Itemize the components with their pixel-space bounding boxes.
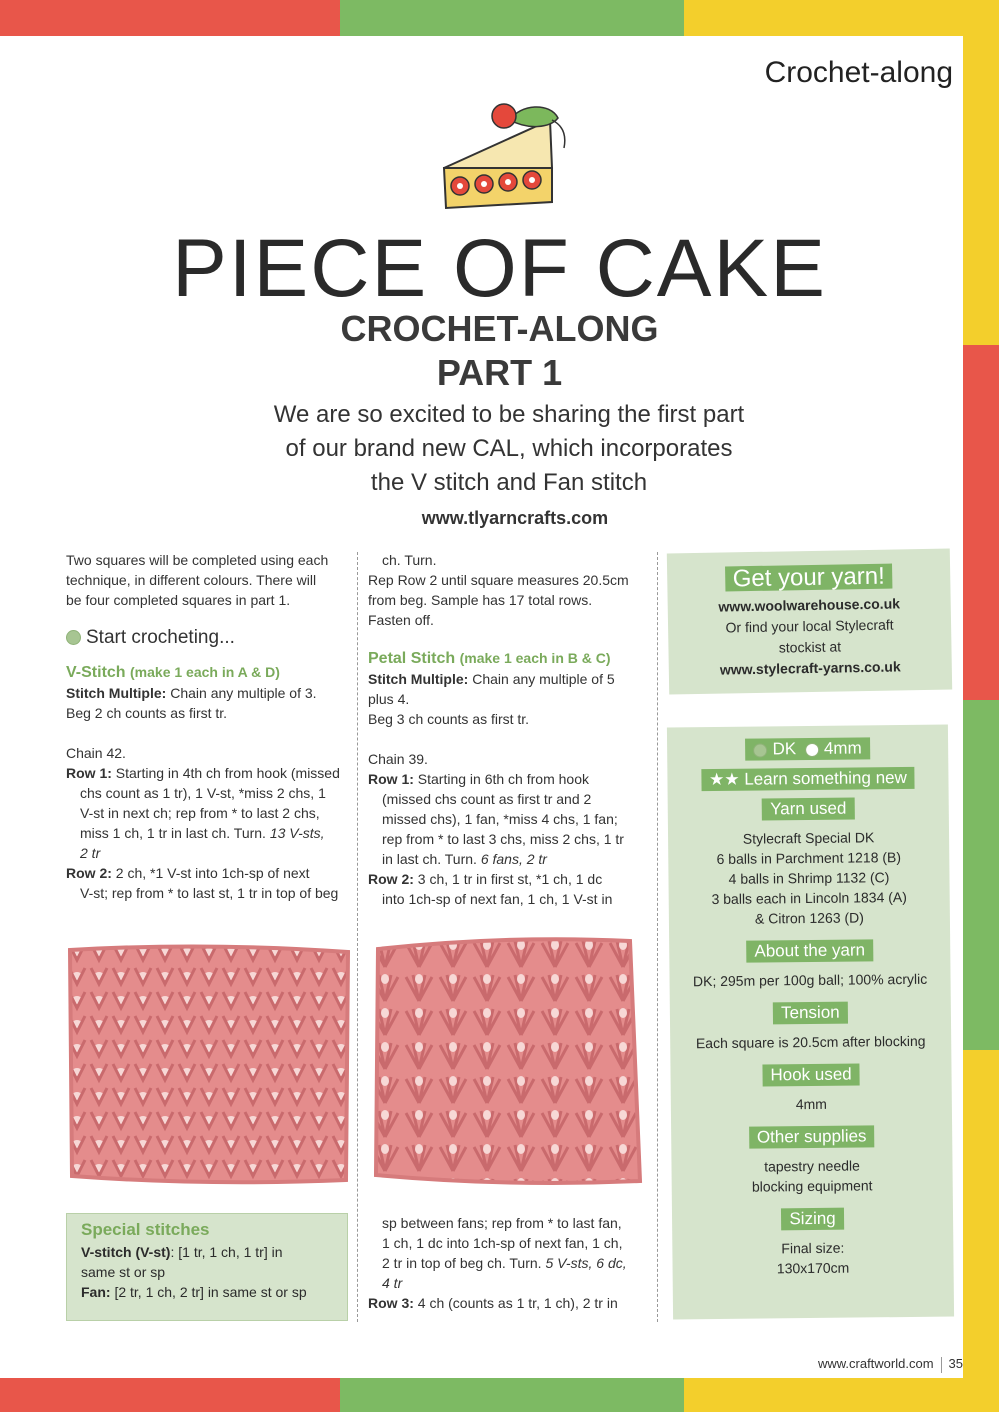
- row-text: 1 ch, 1 dc into 1ch-sp of next fan, 1 ch,: [382, 1235, 623, 1251]
- learn-badge: ★★ Learn something new: [701, 767, 915, 791]
- middle-column-bottom: [368, 1213, 656, 1313]
- text-line: 3 balls each in Lincoln 1834 (A): [711, 888, 907, 908]
- row-text: (missed chs count as first tr and 2: [382, 791, 592, 807]
- start-heading-text: Start crocheting...: [86, 627, 235, 648]
- text-line: Stylecraft Special DK: [742, 829, 875, 847]
- row-text: 4 ch (counts as 1 tr, 1 ch), 2 tr in: [417, 1295, 618, 1311]
- subtitle-line-2: PART 1: [436, 352, 563, 393]
- text-line: Fasten off.: [368, 612, 434, 628]
- text-line: Rep Row 2 until square measures 20.5cm: [368, 572, 629, 588]
- column-divider: [657, 552, 658, 1322]
- woolwarehouse-link[interactable]: www.woolwarehouse.co.uk: [718, 595, 901, 615]
- left-column: [66, 550, 356, 903]
- vstitch-swatch-image: [66, 940, 352, 1190]
- vst-label: V-stitch (V-st): [81, 1244, 171, 1260]
- text-line: Two squares will be completed using each: [66, 552, 329, 568]
- text-line: Final size:: [781, 1239, 845, 1257]
- get-yarn-box: [667, 549, 952, 695]
- row-text: into 1ch-sp of next fan, 1 ch, 1 V-st in: [382, 891, 613, 907]
- page-footer: [818, 1356, 963, 1373]
- stitch-multiple: [66, 683, 356, 703]
- fan-text: [2 tr, 1 ch, 2 tr] in same st or sp: [114, 1284, 307, 1300]
- hook-size-text: 4mm: [823, 738, 862, 758]
- text-line: Or find your local Stylecraft: [725, 616, 894, 636]
- hook-used-text: 4mm: [795, 1095, 828, 1113]
- petal-swatch-image: [368, 935, 646, 1193]
- yarn-used-list: [668, 827, 950, 930]
- row-text: V-st in next ch; rep from * to last 2 chs,: [80, 805, 320, 821]
- stylecraft-link[interactable]: www.stylecraft-yarns.co.uk: [719, 658, 901, 678]
- get-yarn-heading: Get your yarn!: [725, 564, 891, 592]
- row-1: [368, 769, 656, 869]
- text-line: 6 balls in Parchment 1218 (B): [716, 849, 902, 867]
- row-count: 13 V-sts,: [269, 825, 325, 841]
- hook-icon: [805, 742, 819, 756]
- text-line: stockist at: [778, 638, 842, 656]
- stitch-multiple: [368, 669, 656, 689]
- text-line: technique, in different colours. There will: [66, 572, 317, 588]
- border-top-red: [0, 0, 340, 36]
- intro-line: the V stitch and Fan stitch: [370, 469, 648, 496]
- about-yarn-text: DK; 295m per 100g ball; 100% acrylic: [692, 970, 928, 990]
- middle-column: [368, 550, 656, 909]
- start-heading: [66, 628, 356, 648]
- text-line: 4 balls in Shrimp 1132 (C): [728, 869, 890, 887]
- yarn-weight-badge: [745, 737, 869, 760]
- row-text: 2 ch, *1 V-st into 1ch-sp of next: [115, 865, 310, 881]
- label: Stitch Multiple:: [66, 685, 167, 701]
- row-count: 5 V-sts, 6 dc,: [545, 1255, 627, 1271]
- value: Chain any multiple of 3.: [170, 685, 317, 701]
- text-line: from beg. Sample has 17 total rows.: [368, 592, 593, 608]
- column-divider: [357, 552, 358, 1322]
- row-text: chs count as 1 tr), 1 V-st, *miss 2 chs, 1: [80, 785, 326, 801]
- footer-site-link[interactable]: www.craftworld.com: [817, 1356, 934, 1371]
- text-line: 130x170cm: [776, 1259, 850, 1277]
- intro-text: [0, 398, 999, 500]
- row-2: [368, 869, 656, 909]
- text-line: be four completed squares in part 1.: [66, 592, 291, 608]
- chain-count: Chain 42.: [66, 745, 126, 761]
- yarn-used-heading: Yarn used: [762, 798, 854, 821]
- website-link[interactable]: www.tlyarncrafts.com: [421, 508, 609, 528]
- footer-divider: [941, 1357, 942, 1373]
- special-title: Special stitches: [81, 1220, 210, 1239]
- beg-note: Beg 2 ch counts as first tr.: [66, 705, 228, 721]
- petal-heading: [368, 648, 656, 669]
- row-text: miss 1 ch, 1 tr in last ch. Turn.: [80, 825, 266, 841]
- text-line: blocking equipment: [751, 1177, 873, 1195]
- intro-line: of our brand new CAL, which incorporates: [285, 435, 733, 462]
- tension-text: Each square is 20.5cm after blocking: [695, 1032, 926, 1052]
- row-count: 4 tr: [382, 1275, 403, 1291]
- row-text: sp between fans; rep from * to last fan,: [382, 1215, 622, 1231]
- border-bottom-red: [0, 1378, 340, 1412]
- fan-label: Fan:: [81, 1284, 111, 1300]
- page-number: 35: [948, 1356, 963, 1371]
- cake-slice-icon: [440, 98, 580, 216]
- row-text: V-st; rep from * to last st, 1 tr in top of beg: [80, 885, 339, 901]
- row-text: Starting in 4th ch from hook (missed: [115, 765, 340, 781]
- vst-text: : [1 tr, 1 ch, 1 tr] in: [170, 1244, 283, 1260]
- hook-used-heading: Hook used: [762, 1063, 860, 1086]
- intro-line: We are so excited to be sharing the first part: [273, 401, 745, 428]
- row-text: missed chs), 1 fan, *miss 4 chs, 1 fan;: [382, 811, 618, 827]
- border-right-green: [963, 700, 999, 1050]
- border-top-green: [340, 0, 684, 36]
- text-line: & Citron 1263 (D): [754, 909, 864, 927]
- row-text: 2 tr in top of beg ch. Turn.: [382, 1255, 542, 1271]
- row-2: [66, 863, 356, 903]
- row-text: Starting in 6th ch from hook: [417, 771, 589, 787]
- vstitch-note: (make 1 each in A & D): [130, 664, 280, 680]
- section-tag: Crochet-along: [764, 56, 953, 89]
- row-text: rep from * to last 3 chs, miss 2 chs, 1 tr: [382, 831, 624, 847]
- vstitch-title: V-Stitch: [66, 664, 126, 681]
- value: plus 4.: [368, 691, 410, 707]
- row-label: Row 1:: [368, 771, 414, 787]
- about-yarn-heading: About the yarn: [746, 939, 873, 962]
- row-count: 6 fans, 2 tr: [480, 851, 547, 867]
- yarn-ball-icon: [66, 630, 81, 645]
- yarn-ball-icon: [753, 743, 767, 757]
- label: Stitch Multiple:: [368, 671, 469, 687]
- text-line: tapestry needle: [764, 1157, 860, 1175]
- row-text: in last ch. Turn.: [382, 851, 477, 867]
- border-right-yellow-2: [963, 1050, 999, 1412]
- special-stitches-box: [66, 1213, 348, 1321]
- subtitle-line-1: CROCHET-ALONG: [340, 308, 659, 349]
- row-label: Row 2:: [66, 865, 112, 881]
- petal-note: (make 1 each in B & C): [459, 650, 611, 666]
- intro-paragraph: [66, 550, 356, 610]
- vst-text-2: same st or sp: [81, 1264, 166, 1280]
- text-line: ch. Turn.: [382, 552, 437, 568]
- pattern-info-box: [667, 725, 954, 1320]
- beg-note: Beg 3 ch counts as first tr.: [368, 711, 530, 727]
- border-top-yellow: [684, 0, 999, 36]
- row-count: 2 tr: [80, 845, 101, 861]
- tension-heading: Tension: [773, 1002, 848, 1025]
- row-label: Row 1:: [66, 765, 112, 781]
- row-3: [368, 1293, 656, 1313]
- row-text: 3 ch, 1 tr in first st, *1 ch, 1 dc: [417, 871, 603, 887]
- value: Chain any multiple of 5: [472, 671, 615, 687]
- row-label: Row 3:: [368, 1295, 414, 1311]
- supplies-heading: Other supplies: [749, 1125, 875, 1148]
- petal-title: Petal Stitch: [368, 650, 456, 667]
- weight-text: DK: [772, 739, 797, 759]
- page-title: PIECE OF CAKE: [172, 223, 827, 314]
- border-bottom-green: [340, 1378, 684, 1412]
- row-label: Row 2:: [368, 871, 414, 887]
- row-1: [66, 763, 356, 863]
- border-bottom-yellow: [684, 1378, 999, 1412]
- sizing-heading: Sizing: [781, 1208, 844, 1231]
- vstitch-heading: [66, 662, 356, 683]
- chain-count: Chain 39.: [368, 751, 428, 767]
